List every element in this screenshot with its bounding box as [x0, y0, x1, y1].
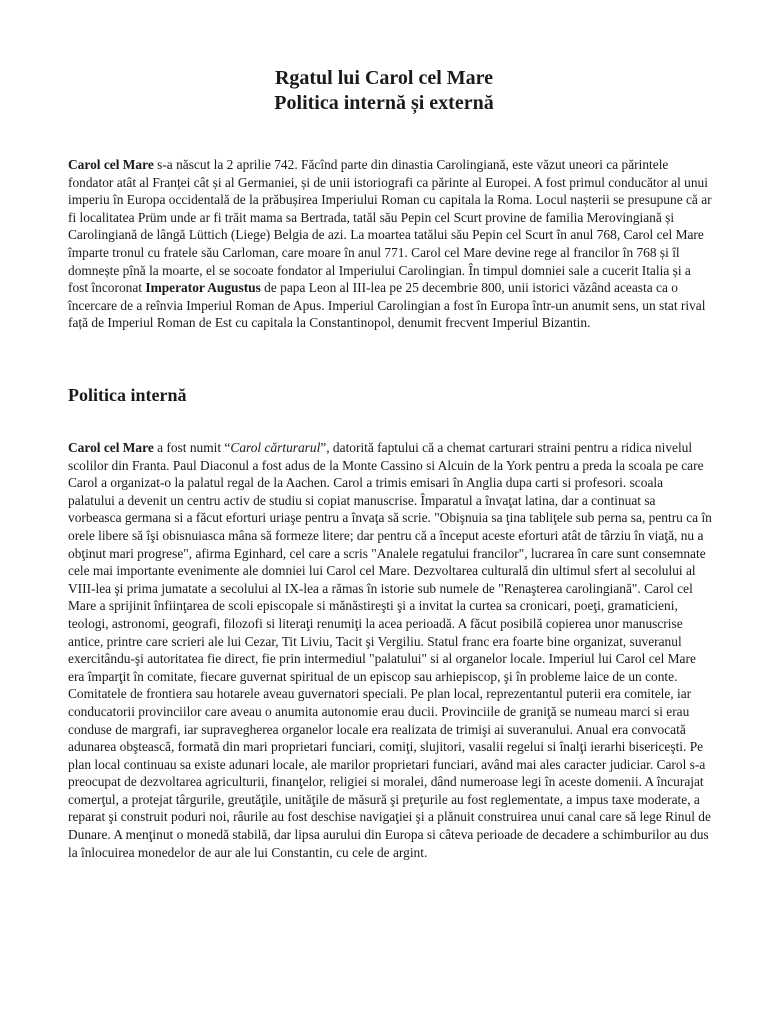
internal-bold-name: Carol cel Mare — [68, 440, 154, 455]
internal-text-b: ”, datorită faptului că a chemat carturari straini pentru a ridica nivelul scolilor din Franta. Paul Diaconul a fost adus de la Monte Cassino si Alcuin de la York pentru a preda la scoala pe care Carol a organizat-o la palatul regal de la Aachen. Carol a trimis emisari în Anglia dupa carti si profesori. scoala palatului a devenit un centru activ de studiu si copiat manuscrise. Împaratul a învaţat latina, dar a continuat sa vorbeasca germana si a făcut eforturi uriaşe pentru a învaţa să scrie. "Obişnuia sa ţina tabliţele sub perna sa, pentru ca în orele libere să îşi obisnuiasca mâna să formeze litere; dar pentru că a început aceste eforturi atât de târziu în viaţă, nu a obţinut mari progrese", afirma Eginhard, cel care a scris "Analele regatului francilor", lucrarea în care sunt consemnate cele mai importante evenimente ale domniei lui Carol cel Mare. Dezvoltarea culturală din ultimul sfert al secolului al VIII-lea şi prima jumatate a secolului al IX-lea a rămas în istorie sub numele de "Renaşterea carolingiană". Carol cel Mare a sprijinit înfiinţarea de scoli episcopale si mănăstireşti şi a invitat la curtea sa cronicari, poeţi, gramaticieni, teologi, astronomi, geografi, filozofi si literaţi renumiţi la acea perioadă. A făcut posibilă copierea unor manuscrise antice, printre care scrieri ale lui Cezar, Tit Liviu, Tacit şi Vergiliu. Statul franc era foarte bine organizat, suveranul exercitându-şi autoritatea fie direct, fie prin intermediul "palatului" si al organelor locale. Imperiul lui Carol cel Mare era împarţit în comitate, fiecare guvernat spiritual de un episcop sau arhiepiscop, şi în probleme laice de un conte. Comitatele de frontiera sau hotarele aveau guvernatori speciali. Pe plan local, reprezentantul puterii era comitele, iar conducatorii provinciilor care aveau o anumita autonomie erau ducii. Provinciile de graniţă se numeau marci si erau conduse de margrafi, iar supravegherea organelor locale era realizata de trimişi ai suveranului. Anual era convocată adunarea obştească, formată din mari proprietari funciari, comiţi, slujitori, vasalii regelui si înalţi ierarhi bisericeşti. Pe plan local continuau sa existe adunari locale, ale marilor proprietari funciari, având mai ales caracter judiciar. Carol s-a preocupat de dezvoltarea agriculturii, finanţelor, religiei si moralei, dând numeroase legi în aceste domenii. A încurajat comerţul, a protejat târgurile, greutăţile, unităţile de măsură şi preţurile au fost reglementate, a impus taxe moderate, a reparat şi construit poduri noi, râurile au fost deschise navigaţiei şi a plănuit construirea unui canal care să lege Rinul de Dunare. A menţinut o monedă stabilă, dar lipsa aurului din Europa si câteva perioade de decadere a schimburilor au dus la înlocuirea monedelor de aur ale lui Constantin, cu cele de argint. — [68, 440, 712, 860]
document-title-line-2: Politica internă și externă — [274, 92, 494, 114]
internal-policy-paragraph — [68, 439, 712, 861]
document-title-line-1: Rgatul lui Carol cel Mare — [274, 67, 494, 89]
intro-text-b: de papa Leon al III-lea pe 25 decembrie 800, unii istorici văzând aceasta ca o încercare de a reînvia Imperiul Roman de Apus. Imperiul Carolingian a fost în Europa într-un anumit sens, un stat rival față de Imperiul Roman de Est cu capitala la Constantinopol, denumit frecvent Imperiul Bizantin. — [68, 280, 706, 331]
internal-text-a: a fost numit “ — [153, 440, 231, 455]
intro-bold-name: Carol cel Mare — [68, 157, 154, 172]
internal-italic-nickname: Carol cărturarul — [230, 440, 321, 455]
intro-paragraph — [68, 156, 712, 332]
intro-bold-title: Imperator Augustus — [145, 280, 261, 296]
intro-text-a: s-a născut la 2 aprilie 742. Făcînd parte din dinastia Carolingiană, este văzut uneori ca părintele fondator atât al Franței cât și al Germaniei, și de unii istoriografi ca părinte al Europei. A fost primul conducător al unui imperiu în Europa occidentală de la prăbușirea Imperiului Roman cu capitala la Roma. Locul nașterii se presupune că ar fi localitatea Prüm unde ar fi trăit mama sa Bertrada, tatăl său Pepin cel Scurt provine de familia Merovingiană și Carolingiană de lângă Lüttich (Liege) Belgia de azi. La moartea tatălui său Pepin cel Scurt în anul 768, Carol cel Mare împarte tronul cu fratele său Carloman, care moare în anul 771. Carol cel Mare devine rege al francilor în 768 și îl domnește pînă la moarte, el se socoate fondator al Imperiului Carolingian. În timpul domniei sale a cucerit Italia și a fost încoronat — [68, 157, 712, 296]
section-heading-politica-interna: Politica internă — [68, 385, 187, 405]
